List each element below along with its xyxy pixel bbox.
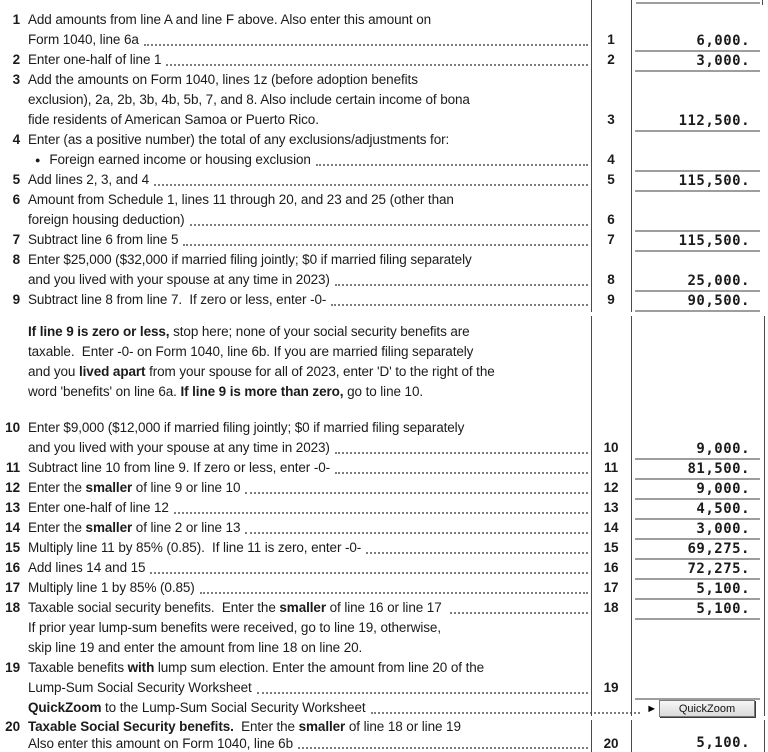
line-number: 4 bbox=[12, 132, 20, 147]
row-text: and you bbox=[28, 364, 79, 379]
dotted-leader bbox=[200, 578, 588, 594]
row-text: If line 9 is zero or less, bbox=[28, 324, 170, 339]
column-divider-left-top bbox=[591, 0, 592, 312]
line-number bbox=[0, 270, 20, 290]
dotted-leader bbox=[144, 30, 588, 46]
row-description bbox=[0, 150, 591, 170]
row-text: Add lines 2, 3, and 4 bbox=[28, 172, 149, 187]
line-number: 18 bbox=[5, 600, 20, 615]
row-text: with bbox=[127, 660, 155, 675]
line-number-right: 14 bbox=[603, 520, 619, 535]
dotted-leader bbox=[316, 150, 588, 166]
amount-value[interactable]: 112,500. bbox=[678, 113, 750, 129]
row-text: Enter the bbox=[233, 719, 299, 734]
line-number-right: 16 bbox=[603, 560, 619, 575]
row-description bbox=[0, 698, 366, 718]
amount-field-line-12[interactable] bbox=[635, 479, 760, 500]
line-number: 12 bbox=[5, 480, 20, 495]
top-underline-remnant bbox=[636, 2, 760, 4]
worksheet-row-line bbox=[0, 70, 768, 90]
line-number-right: 6 bbox=[607, 212, 615, 227]
amount-value[interactable]: 72,275. bbox=[687, 561, 750, 577]
amount-value[interactable]: 69,275. bbox=[687, 541, 750, 557]
note-paragraph bbox=[0, 322, 768, 402]
worksheet-row-line bbox=[0, 290, 768, 310]
row-text: lived apart bbox=[79, 364, 146, 379]
line-number-right: 12 bbox=[603, 480, 619, 495]
column-divider-right-mid bbox=[631, 316, 632, 716]
line-number-right: 20 bbox=[603, 736, 619, 751]
dotted-leader bbox=[366, 538, 588, 554]
line-number-right: 1 bbox=[607, 32, 615, 47]
row-description bbox=[0, 190, 591, 210]
row-description bbox=[0, 678, 591, 698]
dotted-leader bbox=[190, 210, 588, 226]
worksheet-row-line bbox=[0, 210, 768, 230]
line-number bbox=[0, 638, 20, 658]
row-description bbox=[0, 110, 591, 130]
row-text: Subtract line 8 from line 7. If zero or less, enter -0- bbox=[28, 292, 327, 307]
amount-field-line-1[interactable] bbox=[635, 31, 760, 52]
dotted-leader bbox=[166, 50, 588, 66]
amount-field-line-17[interactable] bbox=[635, 579, 760, 600]
line-number bbox=[0, 110, 20, 130]
worksheet-row-line bbox=[0, 578, 768, 598]
amount-field-line-9[interactable] bbox=[635, 291, 760, 312]
row-text: If prior year lump-sum benefits were received, go to line 19, otherwise, bbox=[28, 620, 441, 635]
row-text: Add the amounts on Form 1040, lines 1z (before adoption benefits bbox=[28, 72, 418, 87]
line-number-right: 15 bbox=[603, 540, 619, 555]
line-number: 13 bbox=[5, 500, 20, 515]
line-number: 17 bbox=[5, 580, 20, 595]
row-text: of line 16 or line 17 bbox=[325, 600, 446, 615]
amount-field-line-3[interactable] bbox=[635, 111, 760, 132]
amount-value[interactable]: 9,000. bbox=[696, 481, 750, 497]
amount-value[interactable]: 81,500. bbox=[687, 461, 750, 477]
worksheet-row-line bbox=[0, 90, 768, 110]
line-number bbox=[0, 90, 20, 110]
top-right-border-remnant bbox=[762, 0, 763, 5]
dotted-leader bbox=[335, 270, 588, 286]
row-description bbox=[0, 478, 591, 498]
worksheet-row-line bbox=[0, 478, 768, 498]
line-number bbox=[0, 735, 20, 752]
dotted-leader bbox=[183, 230, 588, 246]
worksheet-row-line bbox=[0, 678, 768, 698]
amount-field-line-11[interactable] bbox=[635, 459, 760, 480]
row-text: Enter one-half of line 12 bbox=[28, 500, 169, 515]
line-number: 10 bbox=[5, 420, 20, 435]
amount-field-line-7[interactable] bbox=[635, 231, 760, 252]
row-description bbox=[0, 50, 591, 70]
amount-value[interactable]: 4,500. bbox=[696, 501, 750, 517]
row-text: Enter $9,000 ($12,000 if married filing jointly; $0 if married filing separately bbox=[28, 420, 465, 435]
row-description bbox=[0, 170, 591, 190]
row-description bbox=[0, 10, 591, 30]
line-number: 11 bbox=[5, 460, 20, 475]
row-text: word 'benefits' on line 6a. bbox=[28, 384, 181, 399]
line-number-right: 17 bbox=[603, 580, 619, 595]
row-text: and you lived with your spouse at any time in 2023) bbox=[28, 440, 330, 455]
worksheet-row-line bbox=[0, 170, 768, 190]
amount-field-line-16[interactable] bbox=[635, 559, 760, 580]
line-number-right: 13 bbox=[603, 500, 619, 515]
amount-value[interactable]: 90,500. bbox=[687, 293, 750, 309]
worksheet-row-line bbox=[0, 230, 768, 250]
table-right-border-bottom bbox=[764, 720, 765, 752]
row-text: Enter (as a positive number) the total of any exclusions/adjustments for: bbox=[28, 132, 450, 147]
row-text: Amount from Schedule 1, lines 11 through 20, and 23 and 25 (other than bbox=[28, 192, 454, 207]
amount-field-line-18[interactable] bbox=[635, 599, 760, 620]
row-description bbox=[0, 70, 591, 90]
amount-value[interactable]: 115,500. bbox=[678, 233, 750, 249]
line-number-right: 2 bbox=[607, 52, 615, 67]
line-number bbox=[0, 150, 20, 170]
row-description bbox=[0, 438, 591, 458]
row-description bbox=[0, 718, 591, 735]
row-description bbox=[0, 598, 591, 618]
worksheet-row-line bbox=[0, 698, 768, 718]
amount-field-line-20[interactable] bbox=[635, 736, 760, 751]
row-description bbox=[0, 290, 591, 310]
line-number: 7 bbox=[12, 232, 20, 247]
amount-value[interactable]: 5,100. bbox=[696, 601, 750, 617]
line-number-right: 18 bbox=[603, 600, 619, 615]
line-number: 14 bbox=[5, 520, 20, 535]
amount-value[interactable]: 6,000. bbox=[696, 33, 750, 49]
amount-value[interactable]: 25,000. bbox=[687, 273, 750, 289]
row-text: Also enter this amount on Form 1040, line 6b bbox=[28, 736, 294, 751]
row-text: smaller bbox=[279, 600, 326, 615]
row-text: Subtract line 10 from line 9. If zero or less, enter -0- bbox=[28, 460, 331, 475]
worksheet-row-line bbox=[0, 458, 768, 478]
row-description bbox=[0, 250, 591, 270]
line-number-right: 9 bbox=[607, 292, 615, 307]
note-line bbox=[28, 322, 768, 342]
row-text: skip line 19 and enter the amount from line 18 on line 20. bbox=[28, 640, 363, 655]
dotted-leader bbox=[331, 290, 588, 306]
row-description bbox=[0, 578, 591, 598]
row-text: Lump-Sum Social Security Worksheet bbox=[28, 680, 252, 695]
note-line bbox=[28, 382, 768, 402]
row-text: go to line 10. bbox=[343, 384, 424, 399]
amount-field-line-19[interactable] bbox=[635, 679, 760, 700]
worksheet-row-line bbox=[0, 270, 768, 290]
row-text: to the Lump-Sum Social Security Worksheet bbox=[101, 700, 366, 715]
row-text: Enter one-half of line 1 bbox=[28, 52, 162, 67]
dotted-leader bbox=[335, 458, 588, 474]
row-text: Enter the bbox=[28, 480, 86, 495]
line-number: 2 bbox=[12, 52, 20, 67]
worksheet-row-line bbox=[0, 30, 768, 50]
amount-field-line-2[interactable] bbox=[635, 51, 760, 72]
row-text: and you lived with your spouse at any time in 2023) bbox=[28, 272, 330, 287]
worksheet-lines-10-19 bbox=[0, 418, 768, 718]
worksheet-row-line bbox=[0, 250, 768, 270]
worksheet-row-line bbox=[0, 618, 768, 638]
amount-field-line-6[interactable] bbox=[635, 211, 760, 232]
row-text: of line 2 or line 13 bbox=[132, 520, 241, 535]
worksheet-row-line bbox=[0, 638, 768, 658]
dotted-leader bbox=[154, 170, 588, 186]
row-description bbox=[0, 90, 591, 110]
row-text: from your spouse for all of 2023, enter 'D' to the right of the bbox=[145, 364, 495, 379]
row-text: Multiply line 11 by 85% (0.85). If line 11 is zero, enter -0- bbox=[28, 540, 362, 555]
column-divider-left-mid bbox=[591, 316, 592, 716]
dotted-leader bbox=[371, 698, 641, 714]
amount-value[interactable]: 115,500. bbox=[678, 173, 750, 189]
row-description bbox=[0, 518, 591, 538]
row-description bbox=[0, 558, 591, 578]
amount-value[interactable]: 5,100. bbox=[696, 735, 750, 751]
line-number-right: 8 bbox=[607, 272, 615, 287]
row-text: Add lines 14 and 15 bbox=[28, 560, 146, 575]
worksheet-row-line bbox=[0, 50, 768, 70]
amount-field-line-13[interactable] bbox=[635, 499, 760, 520]
amount-field-line-15[interactable] bbox=[635, 539, 760, 560]
amount-field-line-8[interactable] bbox=[635, 271, 760, 292]
worksheet-row-line bbox=[0, 418, 768, 438]
column-divider-right-bottom bbox=[631, 720, 632, 752]
line-number: 8 bbox=[12, 252, 20, 267]
line-number-right: 7 bbox=[607, 232, 615, 247]
dotted-leader bbox=[257, 678, 588, 694]
line-number-right: 10 bbox=[603, 440, 619, 455]
row-text: of line 9 or line 10 bbox=[132, 480, 241, 495]
row-description bbox=[0, 30, 591, 50]
row-text: smaller bbox=[85, 520, 133, 535]
row-description bbox=[0, 538, 591, 558]
amount-field-line-4[interactable] bbox=[635, 151, 760, 172]
row-text: Multiply line 1 by 85% (0.85) bbox=[28, 580, 195, 595]
row-text: foreign housing deduction) bbox=[28, 212, 185, 227]
amount-value[interactable]: 3,000. bbox=[696, 521, 750, 537]
row-text: Taxable Social Security benefits. bbox=[28, 719, 234, 734]
table-right-border-mid bbox=[764, 316, 765, 716]
column-divider-left-bottom bbox=[591, 720, 592, 752]
worksheet-row-line bbox=[0, 538, 768, 558]
line-number bbox=[0, 678, 20, 698]
row-text: If line 9 is more than zero, bbox=[180, 384, 344, 399]
row-text: exclusion), 2a, 2b, 3b, 4b, 5b, 7, and 8. Also include certain income of bona bbox=[28, 92, 470, 107]
row-text: smaller bbox=[85, 480, 133, 495]
amount-field-line-10[interactable] bbox=[635, 439, 760, 460]
line-number bbox=[0, 618, 20, 638]
line-number: 1 bbox=[12, 12, 20, 27]
worksheet-row-line bbox=[0, 190, 768, 210]
dotted-leader bbox=[150, 558, 588, 574]
worksheet-row-line bbox=[0, 110, 768, 130]
line-number: 20 bbox=[5, 719, 20, 734]
line-number-right: 19 bbox=[603, 680, 619, 695]
row-text: Subtract line 6 from line 5 bbox=[28, 232, 179, 247]
note-line bbox=[28, 362, 768, 382]
worksheet-row-line bbox=[0, 558, 768, 578]
row-description bbox=[0, 638, 591, 658]
row-text: QuickZoom bbox=[28, 700, 102, 715]
amount-value[interactable]: 9,000. bbox=[696, 441, 750, 457]
row-text: smaller bbox=[298, 719, 346, 734]
line-number-right: 3 bbox=[607, 112, 615, 127]
worksheet-row-line bbox=[0, 130, 768, 150]
row-text: of line 18 or line 19 bbox=[345, 719, 461, 734]
row-text: Taxable benefits bbox=[28, 660, 128, 675]
worksheet-row-line bbox=[0, 438, 768, 458]
worksheet-row-line bbox=[0, 150, 768, 170]
amount-field-line-5[interactable] bbox=[635, 171, 760, 192]
row-description bbox=[0, 618, 591, 638]
worksheet-row-line bbox=[0, 598, 768, 618]
worksheet-row-line bbox=[0, 718, 768, 735]
quickzoom-button[interactable]: QuickZoom bbox=[659, 700, 755, 717]
row-description bbox=[0, 498, 591, 518]
dotted-leader bbox=[335, 438, 588, 454]
line-number: 5 bbox=[12, 172, 20, 187]
row-text: Foreign earned income or housing exclusion bbox=[49, 152, 311, 167]
row-description bbox=[0, 658, 591, 678]
line-number bbox=[0, 210, 20, 230]
worksheet-row-line bbox=[0, 10, 768, 30]
worksheet-row-line bbox=[0, 518, 768, 538]
row-text: Enter the bbox=[28, 520, 86, 535]
line-number: 9 bbox=[12, 292, 20, 307]
row-description bbox=[0, 735, 591, 752]
row-text: Form 1040, line 6a bbox=[28, 32, 139, 47]
row-text: Taxable social security benefits. Enter the bbox=[28, 600, 280, 615]
line-number bbox=[0, 698, 20, 718]
amount-value[interactable]: 3,000. bbox=[696, 53, 750, 69]
row-text: Add amounts from line A and line F above. Also enter this amount on bbox=[28, 12, 432, 27]
worksheet-lines-1-9 bbox=[0, 0, 768, 310]
line-number bbox=[0, 438, 20, 458]
amount-field-line-14[interactable] bbox=[635, 519, 760, 540]
row-description bbox=[0, 270, 591, 290]
line-number-right: 5 bbox=[607, 172, 615, 187]
worksheet-row-line bbox=[0, 735, 768, 752]
dotted-leader bbox=[298, 735, 588, 749]
bullet-icon: ● bbox=[35, 155, 41, 165]
row-text: fide residents of American Samoa or Puerto Rico. bbox=[28, 112, 319, 127]
row-text: taxable. Enter -0- on Form 1040, line 6b. If you are married filing separately bbox=[28, 344, 474, 359]
row-description bbox=[0, 210, 591, 230]
row-text: lump sum election. Enter the amount from line 20 of the bbox=[154, 660, 485, 675]
row-text: stop here; none of your social security benefits are bbox=[169, 324, 470, 339]
row-description bbox=[0, 230, 591, 250]
line-number: 6 bbox=[12, 192, 20, 207]
line-number-right: 4 bbox=[607, 152, 615, 167]
row-text: Enter $25,000 ($32,000 if married filing jointly; $0 if married filing separately bbox=[28, 252, 472, 267]
note-line bbox=[28, 342, 768, 362]
line-number-right: 11 bbox=[603, 460, 619, 475]
worksheet-line-20 bbox=[0, 718, 768, 752]
line-number: 19 bbox=[5, 660, 20, 675]
column-divider-right-top bbox=[631, 0, 632, 312]
row-description bbox=[0, 458, 591, 478]
worksheet-row-line bbox=[0, 498, 768, 518]
dotted-leader bbox=[450, 598, 588, 614]
dotted-leader bbox=[245, 518, 588, 534]
worksheet-row-line bbox=[0, 658, 768, 678]
quickzoom-arrow-icon: ► bbox=[646, 702, 657, 715]
row-description bbox=[0, 130, 591, 150]
line-number bbox=[0, 30, 20, 50]
row-description bbox=[0, 418, 591, 438]
dotted-leader bbox=[245, 478, 588, 494]
dotted-leader bbox=[174, 498, 588, 514]
line-number: 3 bbox=[12, 72, 20, 87]
amount-value[interactable]: 5,100. bbox=[696, 581, 750, 597]
line-number: 16 bbox=[5, 560, 20, 575]
line-number: 15 bbox=[5, 540, 20, 555]
